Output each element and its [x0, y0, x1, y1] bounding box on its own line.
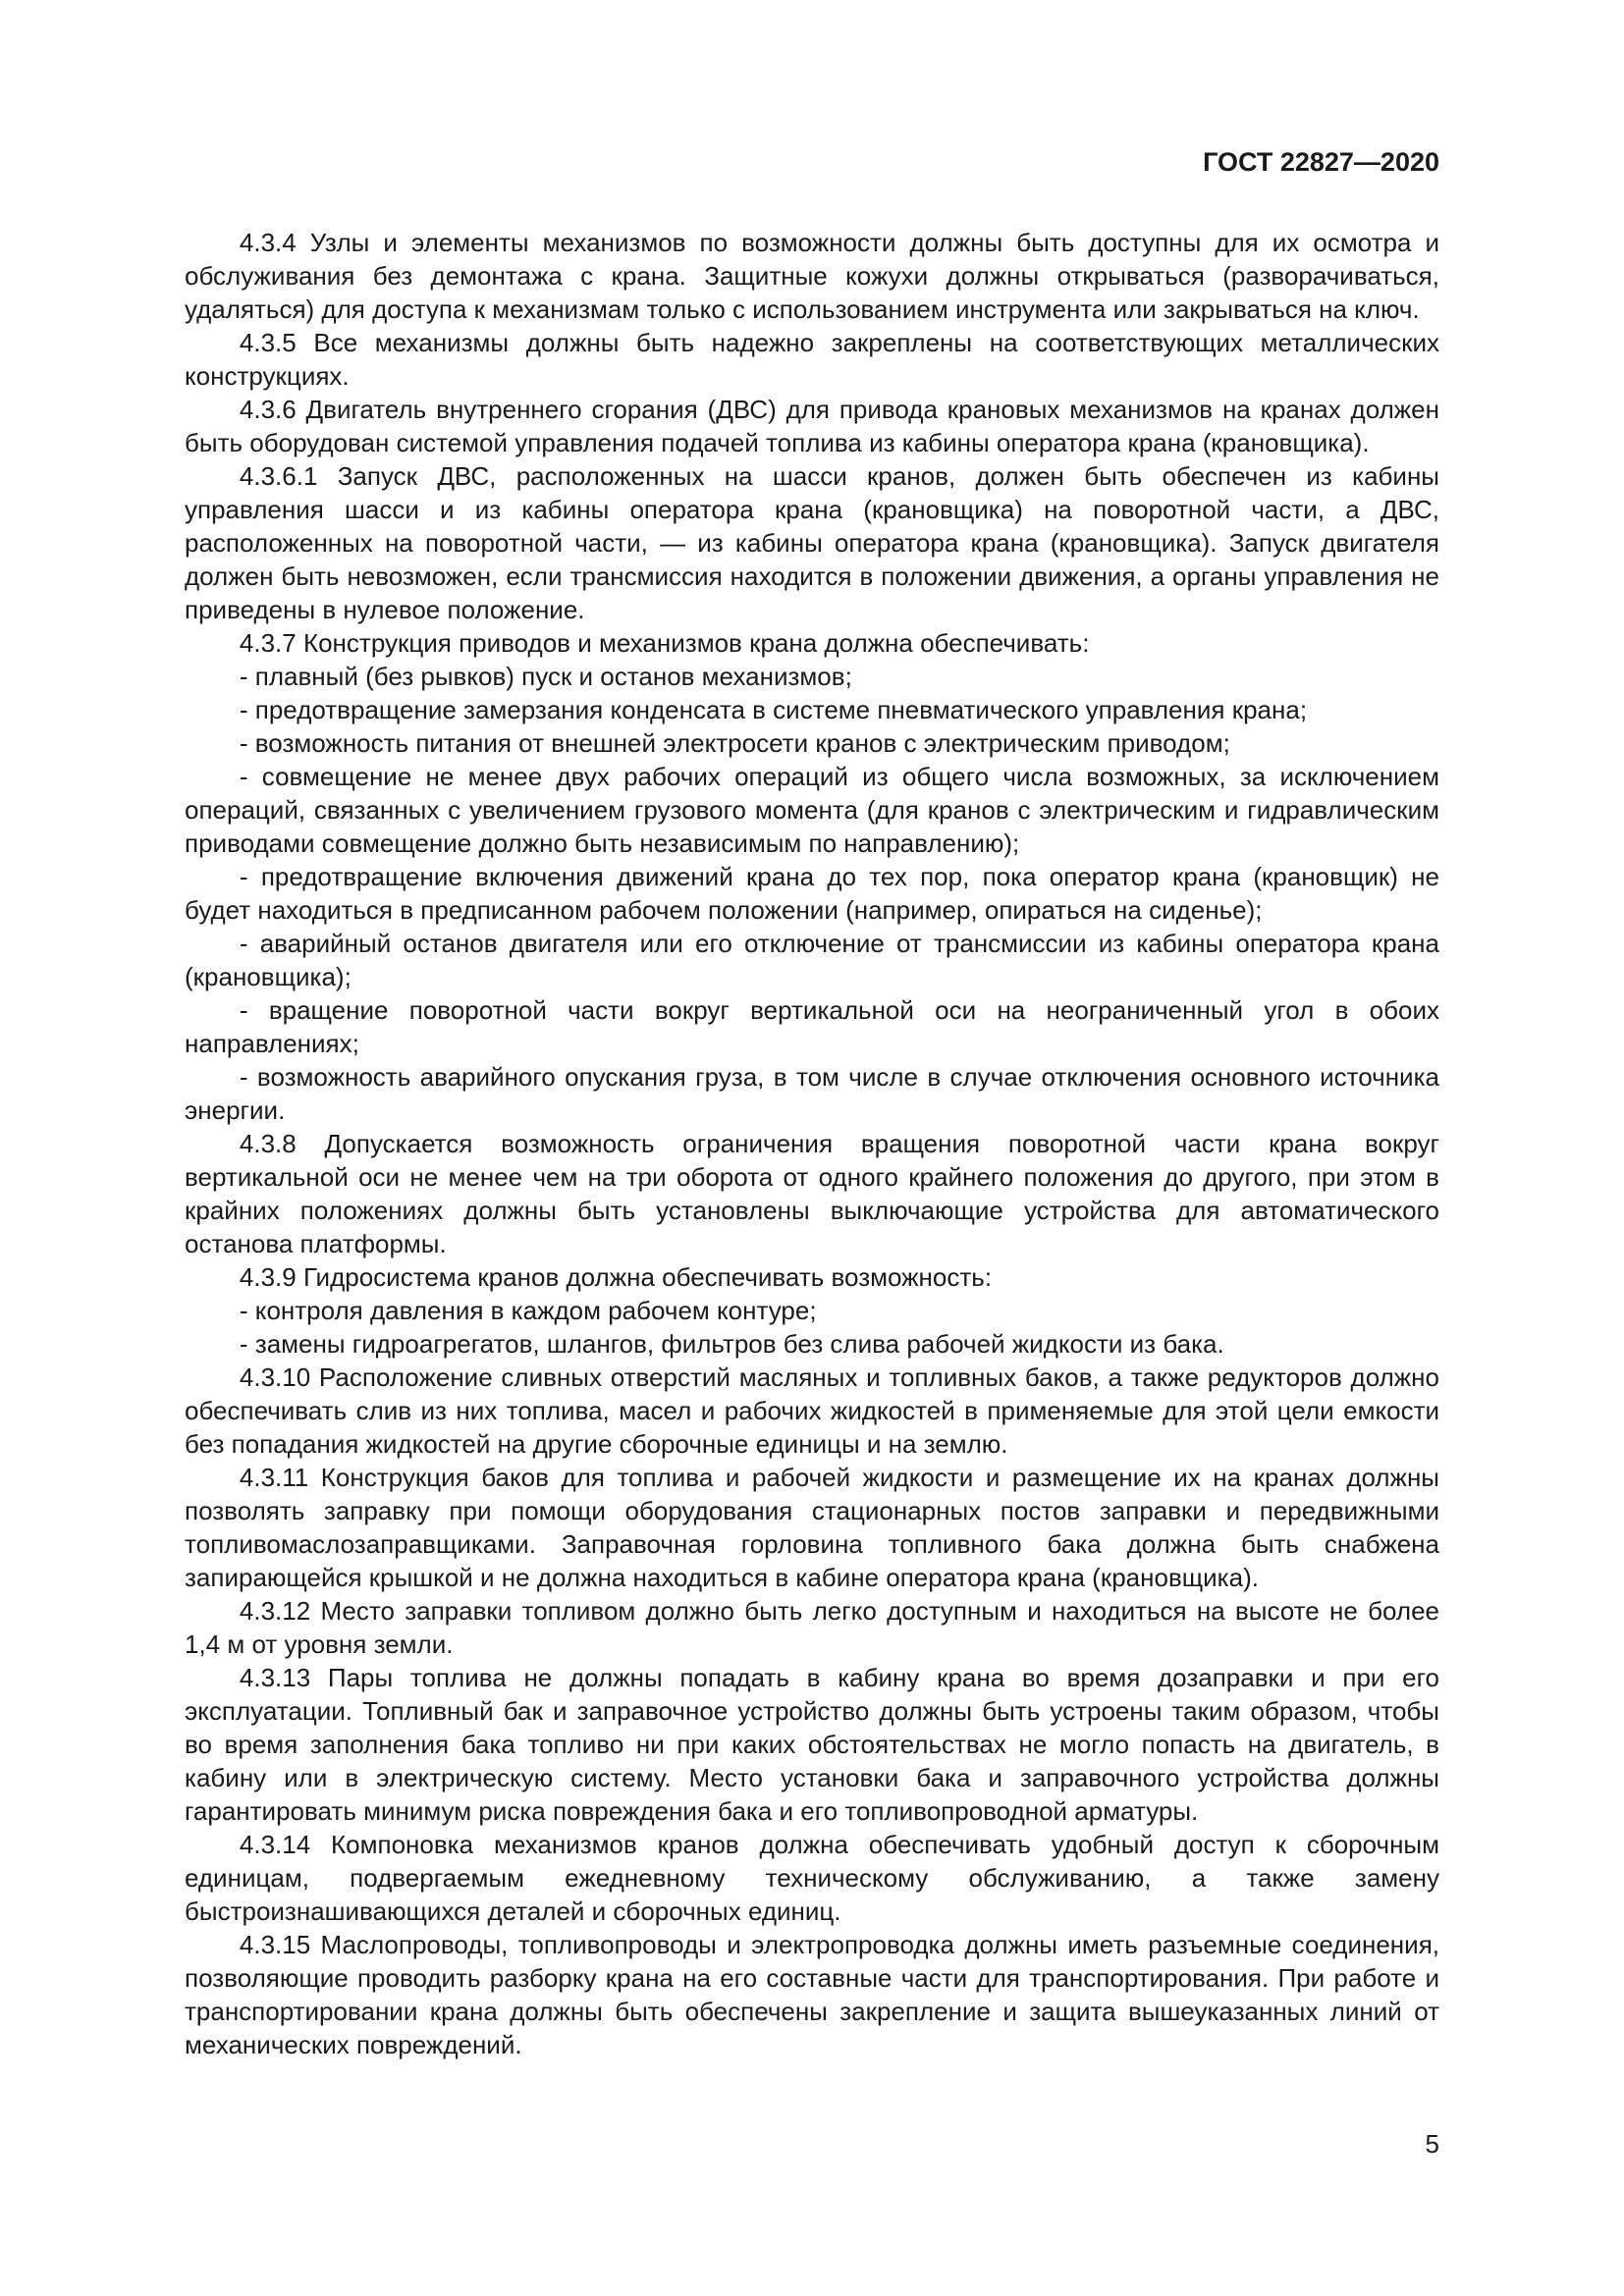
paragraph-4-3-7: 4.3.7 Конструкция приводов и механизмов крана должна обеспечивать:	[239, 628, 1090, 658]
list-item: - вращение поворотной части вокруг вертикальной оси на неограниченный угол в обоих направлениях;	[185, 995, 1439, 1058]
list-item: - предотвращение замерзания конденсата в системе пневматического управления крана;	[239, 695, 1308, 724]
document-header: ГОСТ 22827—2020	[1203, 147, 1439, 177]
list-item: - контроля давления в каждом рабочем контуре;	[239, 1296, 817, 1325]
paragraph-4-3-4: 4.3.4 Узлы и элементы механизмов по возможности должны быть доступны для их осмотра и обслуживания без демонтажа с крана. Защитные кожухи должны открываться (разворачиваться, удаляться) для доступа к механизмам только с использованием инструмента или закрываться на ключ.	[185, 228, 1439, 324]
paragraph-4-3-6: 4.3.6 Двигатель внутреннего сгорания (ДВС) для привода крановых механизмов на кранах должен быть оборудован системой управления подачей топлива из кабины оператора крана (крановщика).	[185, 395, 1439, 457]
paragraph-4-3-10: 4.3.10 Расположение сливных отверстий масляных и топливных баков, а также редукторов должно обеспечивать слив из них топлива, масел и рабочих жидкостей в применяемые для этой цели емкости без попадания жидкостей на другие сборочные единицы и на землю.	[185, 1362, 1439, 1459]
list-item: - аварийный останов двигателя или его отключение от трансмиссии из кабины оператора крана (крановщика);	[185, 929, 1439, 991]
paragraph-4-3-15: 4.3.15 Маслопроводы, топливопроводы и электропроводка должны иметь разъемные соединения, позволяющие проводить разборку крана на его составные части для транспортирования. При работе и транспортировании крана должны быть обеспечены закрепление и защита вышеуказанных линий от механических повреждений.	[185, 1930, 1439, 2059]
paragraph-4-3-14: 4.3.14 Компоновка механизмов кранов должна обеспечивать удобный доступ к сборочным единицам, подвергаемым ежедневному техническому обслуживанию, а также замену быстроизнашивающихся деталей и сборочных единиц.	[185, 1830, 1439, 1926]
list-item: - совмещение не менее двух рабочих операций из общего числа возможных, за исключением операций, связанных с увеличением грузового момента (для кранов с электрическим и гидравлическим приводами совмещение должно быть независимым по направлению);	[185, 762, 1439, 858]
paragraph-4-3-5: 4.3.5 Все механизмы должны быть надежно закреплены на соответствующих металлических конструкциях.	[185, 328, 1439, 391]
paragraph-4-3-11: 4.3.11 Конструкция баков для топлива и рабочей жидкости и размещение их на кранах должны позволять заправку при помощи оборудования стационарных постов заправки и передвижными топливомаслозаправщиками. Заправочная горловина топливного бака должна быть снабжена запирающейся крышкой и не должна находиться в кабине оператора крана (крановщика).	[185, 1463, 1439, 1592]
list-item: - плавный (без рывков) пуск и останов механизмов;	[239, 662, 852, 691]
list-item: - возможность питания от внешней электросети кранов с электрическим приводом;	[239, 728, 1230, 758]
paragraph-4-3-13: 4.3.13 Пары топлива не должны попадать в кабину крана во время дозаправки и при его эксплуатации. Топливный бак и заправочное устройство должны быть устроены таким образом, чтобы во время заполнения бака топливо ни при каких обстоятельствах не могло попасть на двигатель, в кабину или в электрическую систему. Место установки бака и заправочного устройства должны гарантировать минимум риска повреждения бака и его топливопроводной арматуры.	[185, 1663, 1439, 1826]
list-item: - предотвращение включения движений крана до тех пор, пока оператор крана (крановщик) не будет находиться в предписанном рабочем положении (например, опираться на сиденье);	[185, 862, 1439, 925]
document-body	[185, 226, 1439, 2061]
paragraph-4-3-9: 4.3.9 Гидросистема кранов должна обеспечивать возможность:	[239, 1262, 993, 1292]
paragraph-4-3-12: 4.3.12 Место заправки топливом должно быть легко доступным и находиться на высоте не более 1,4 м от уровня земли.	[185, 1596, 1439, 1659]
paragraph-4-3-6-1: 4.3.6.1 Запуск ДВС, расположенных на шасси кранов, должен быть обеспечен из кабины управления шасси и из кабины оператора крана (крановщика) на поворотной части, а ДВС, расположенных на поворотной части, — из кабины оператора крана (крановщика). Запуск двигателя должен быть невозможен, если трансмиссия находится в положении движения, а органы управления не приведены в нулевое положение.	[185, 461, 1439, 624]
page-number: 5	[1425, 2129, 1439, 2159]
paragraph-4-3-8: 4.3.8 Допускается возможность ограничения вращения поворотной части крана вокруг вертикальной оси не менее чем на три оборота от одного крайнего положения до другого, при этом в крайних положениях должны быть установлены выключающие устройства для автоматического останова платформы.	[185, 1129, 1439, 1258]
list-item: - возможность аварийного опускания груза, в том числе в случае отключения основного источника энергии.	[185, 1062, 1439, 1125]
list-item: - замены гидроагрегатов, шлангов, фильтров без слива рабочей жидкости из бака.	[239, 1329, 1224, 1359]
